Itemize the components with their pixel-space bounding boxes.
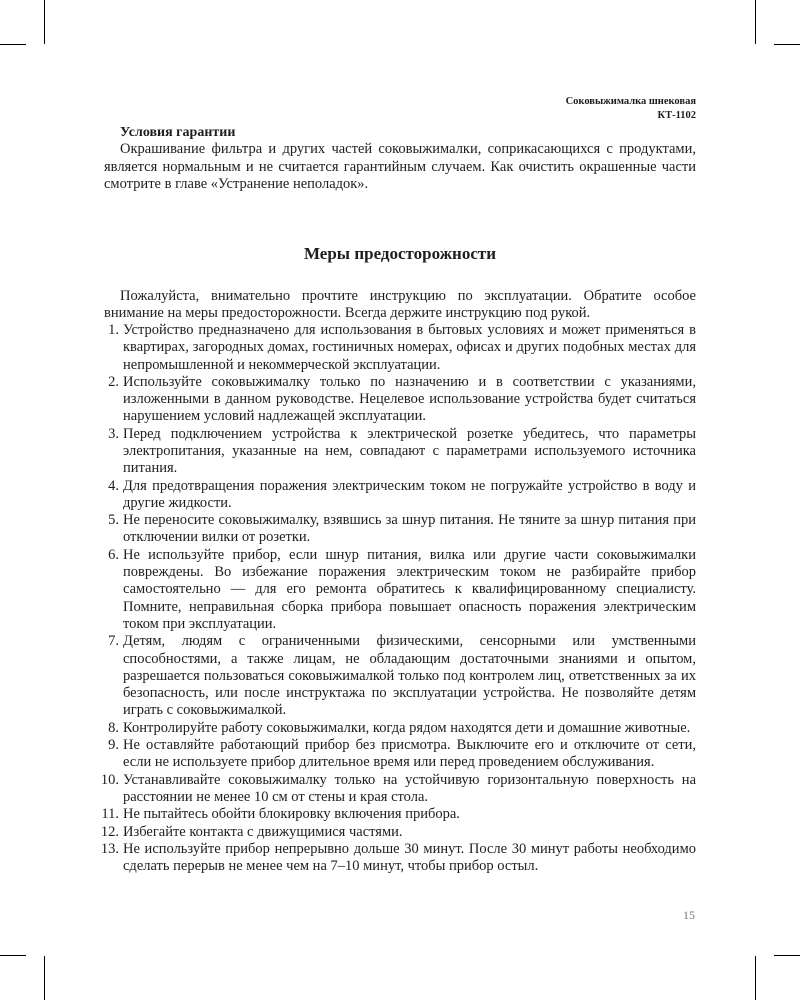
item-text: Используйте соковыжималку только по назначению и в соответствии с указаниями, изложенными в данном руководстве. Нецелевое использование устройства будет считаться нарушением условий надлежащей эксплуатации.	[123, 373, 696, 425]
list-item	[104, 512, 696, 547]
item-text: Не используйте прибор, если шнур питания, вилка или другие части соковыжималки повреждены. Во избежание поражения электрическим током не разбирайте прибор самостоятельно — для его ремонта обратитесь к квалифицированному специалисту. Помните, неправильная сборка прибора повышает опасность поражения электрическим током при эксплуатации.	[123, 546, 696, 632]
item-text: Не переносите соковыжималку, взявшись за шнур питания. Не тяните за шнур питания при отключении вилки от розетки.	[123, 512, 696, 546]
page-content	[100, 124, 696, 875]
list-item	[104, 322, 696, 374]
item-text: Контролируйте работу соковыжималки, когда рядом находятся дети и домашние животные.	[123, 719, 691, 736]
item-text: Не пытайтесь обойти блокировку включения прибора.	[123, 806, 460, 823]
list-item	[100, 823, 696, 841]
page-number: 15	[683, 908, 695, 922]
item-number: 13.	[100, 840, 119, 857]
list-item	[104, 737, 696, 772]
warranty-title: Условия гарантии	[120, 125, 236, 140]
item-text: Устройство предназначено для использования в бытовых условиях и может применяться в квартирах, загородных домах, гостиничных номерах, офисах и других подобных местах для непромышленной и некоммерческой эксплуатации.	[123, 321, 696, 373]
safety-list	[100, 321, 696, 876]
crop-mark-right-upper	[774, 44, 800, 45]
item-number: 7.	[108, 633, 119, 650]
crop-mark-right-lower	[774, 955, 800, 956]
item-text: Для предотвращения поражения электрическим током не погружайте устройство в воду и другие жидкости.	[123, 477, 696, 511]
crop-mark-top-left	[44, 0, 45, 44]
crop-mark-top-right	[755, 0, 756, 44]
list-item	[104, 633, 696, 719]
item-text: Устанавливайте соковыжималку только на устойчивую горизонтальную поверхность на расстоянии не менее 10 см от стены и края стола.	[123, 771, 696, 805]
item-text: Избегайте контакта с движущимися частями.	[123, 823, 403, 840]
warranty-section	[104, 124, 696, 194]
list-item	[101, 806, 696, 823]
list-item	[104, 547, 696, 633]
crop-mark-bottom-left	[44, 956, 45, 1000]
running-header	[566, 95, 696, 123]
list-item	[104, 374, 696, 426]
item-number: 2.	[108, 373, 119, 390]
product-name: Соковыжималка шнековая	[565, 96, 696, 107]
item-number: 4.	[108, 477, 119, 494]
item-text: Не оставляйте работающий прибор без присмотра. Выключите его и отключите от сети, если не используете прибор длительное время или перед проведением обслуживания.	[123, 737, 696, 771]
section-title: Меры предосторожности	[303, 243, 497, 263]
warranty-text: Окрашивание фильтра и других частей соковыжималки, соприкасающихся с продуктами, является нормальным и не считается гарантийным случаем. Как очистить окрашенные части смотрите в главе «Устранение неполадок».	[104, 141, 696, 192]
item-text: Не используйте прибор непрерывно дольше 30 минут. После 30 минут работы необходимо сделать перерыв не менее чем на 7–10 минут, чтобы прибор остыл.	[123, 840, 696, 875]
item-text: Детям, людям с ограниченными физическими, сенсорными или умственными способностями, а также лицам, не обладающим достаточными знаниями и опытом, разрешается пользоваться соковыжималкой только под контролем лиц, ответственных за их безопасность, или после инструктажа по эксплуатации устройства. Не позволяйте детям играть с соковыжималкой.	[123, 633, 696, 719]
list-item	[104, 478, 696, 513]
item-number: 8.	[108, 719, 119, 736]
list-item	[104, 426, 696, 478]
model-number: КТ-1102	[657, 110, 696, 121]
crop-mark-bottom-right	[755, 956, 756, 1000]
item-number: 1.	[108, 321, 119, 338]
item-number: 12.	[100, 823, 119, 840]
list-item	[100, 771, 696, 807]
crop-mark-left-lower	[0, 955, 26, 956]
item-number: 10.	[100, 771, 119, 788]
item-number: 5.	[108, 512, 119, 529]
item-text: Перед подключением устройства к электрической розетке убедитесь, что параметры электропитания, указанные на нем, совпадают с параметрами используемого источника питания.	[123, 425, 696, 477]
safety-intro: Пожалуйста, внимательно прочтите инструкцию по эксплуатации. Обратите особое внимание на меры предосторожности. Всегда держите инструкцию под рукой.	[104, 287, 696, 321]
list-item	[104, 720, 696, 737]
item-number: 3.	[108, 425, 119, 442]
item-number: 11.	[101, 806, 119, 823]
item-number: 9.	[108, 737, 119, 754]
list-item	[100, 840, 696, 876]
crop-mark-left-upper	[0, 44, 26, 45]
item-number: 6.	[108, 546, 119, 563]
